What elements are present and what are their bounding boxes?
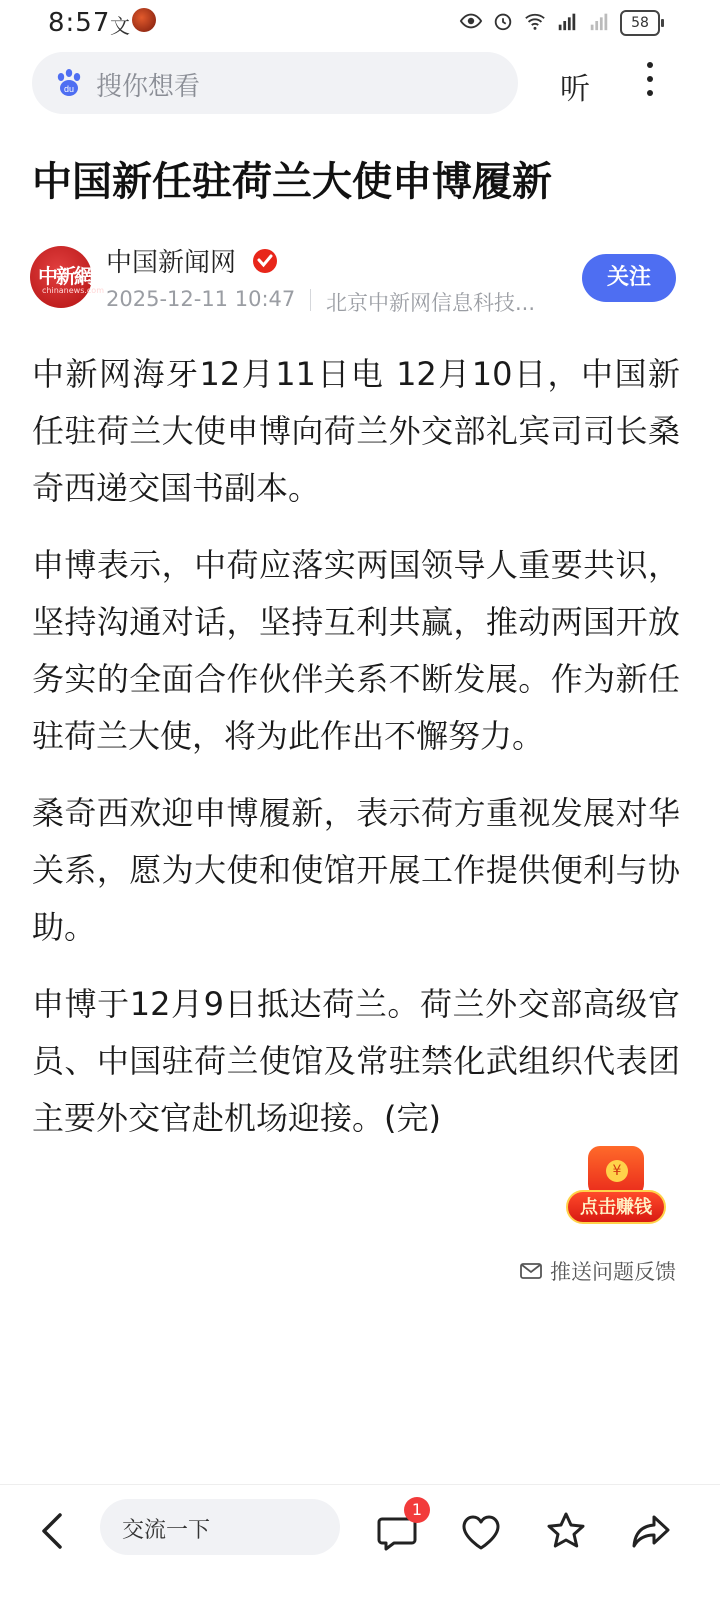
- listen-button[interactable]: 听: [560, 72, 590, 107]
- search-placeholder: 搜你想看: [96, 72, 201, 102]
- earn-money-badge[interactable]: [566, 1146, 666, 1228]
- earn-money-label: 点击赚钱: [566, 1190, 666, 1224]
- notification-game-icon: [132, 8, 156, 32]
- notification-app-icon: 文: [110, 14, 130, 38]
- article-paragraph: 申博表示，中荷应落实两国领导人重要共识，坚持沟通对话，坚持互利共赢，推动两国开放务实的全面合作伙伴关系不断发展。作为新任驻荷兰大使，将为此作出不懈努力。: [32, 546, 680, 755]
- source-name[interactable]: 中国新闻网: [106, 248, 237, 278]
- verified-icon: [252, 248, 278, 274]
- avatar-logo-text: 中新網: [38, 264, 92, 288]
- publish-time: 2025-12-11 10:47: [106, 287, 296, 311]
- article-paragraph: 桑奇西欢迎申博履新，表示荷方重视发展对华关系，愿为大使和使馆开展工作提供便利与协助。: [32, 794, 680, 946]
- push-feedback-link[interactable]: [520, 1256, 676, 1286]
- wifi-icon: [524, 10, 546, 32]
- coin-icon: ¥: [606, 1160, 628, 1182]
- comment-input[interactable]: [100, 1499, 340, 1555]
- follow-button[interactable]: 关注: [582, 254, 676, 302]
- meta-divider: [310, 289, 311, 311]
- signal-icon: [556, 10, 578, 32]
- status-icons: [460, 10, 610, 32]
- search-input[interactable]: [32, 52, 518, 114]
- source-avatar[interactable]: [30, 246, 104, 308]
- source-organization: 北京中新网信息科技...: [326, 291, 536, 315]
- like-heart-icon[interactable]: [460, 1513, 502, 1553]
- more-options-icon[interactable]: [640, 62, 660, 102]
- status-time: 8:57: [48, 8, 111, 38]
- mail-icon: [520, 1263, 542, 1279]
- svg-text:du: du: [63, 84, 75, 94]
- status-bar: [0, 0, 720, 44]
- alarm-icon: [492, 10, 514, 32]
- bottom-toolbar: [0, 1484, 720, 1601]
- share-icon[interactable]: [630, 1511, 672, 1551]
- feedback-label: 推送问题反馈: [550, 1260, 676, 1284]
- avatar-logo-subtext: chinanews.com: [42, 286, 104, 295]
- battery-indicator: 58: [620, 10, 660, 36]
- article-paragraph: 中新网海牙12月11日电 12月10日，中国新任驻荷兰大使申博向荷兰外交部礼宾司司长桑奇西递交国书副本。: [32, 355, 680, 507]
- article-title: 中国新任驻荷兰大使申博履新: [32, 159, 552, 205]
- eye-icon: [460, 10, 482, 32]
- comment-placeholder: 交流一下: [122, 1518, 211, 1543]
- article-body: [32, 346, 680, 1167]
- back-icon[interactable]: [34, 1509, 70, 1553]
- signal-off-icon: [588, 10, 610, 32]
- article-paragraph: 申博于12月9日抵达荷兰。荷兰外交部高级官员、中国驻荷兰使馆及常驻禁化武组织代表团主要外交官赴机场迎接。(完): [32, 985, 680, 1137]
- favorite-star-icon[interactable]: [546, 1511, 586, 1551]
- comment-count-badge: 1: [404, 1497, 430, 1523]
- baidu-paw-icon: [52, 66, 86, 100]
